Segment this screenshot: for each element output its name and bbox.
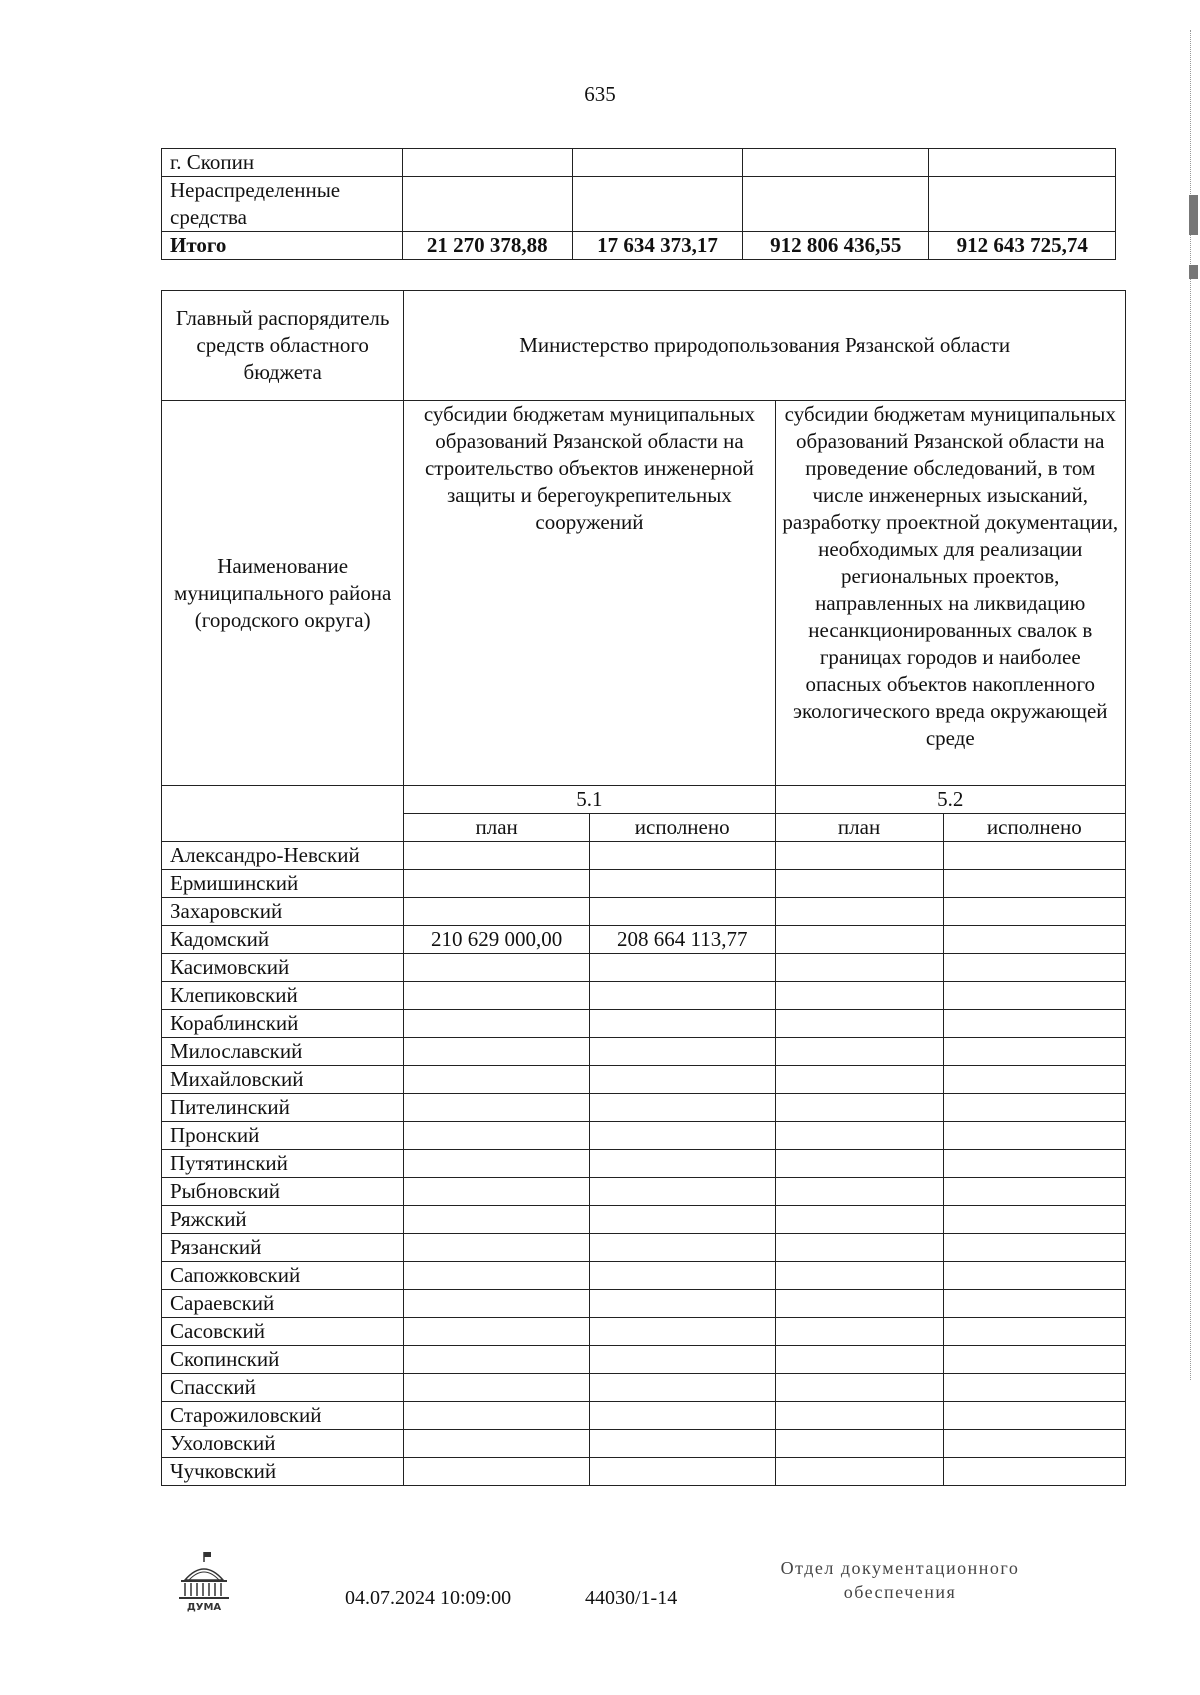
value-cell <box>775 842 943 870</box>
value-cell <box>775 1010 943 1038</box>
value-cell <box>589 1150 775 1178</box>
value-cell <box>775 870 943 898</box>
municipality-name: Кадомский <box>162 926 404 954</box>
value-cell <box>404 842 590 870</box>
municipality-name: Рыбновский <box>162 1178 404 1206</box>
value-cell <box>589 1010 775 1038</box>
value-cell <box>943 1458 1125 1486</box>
page-number: 635 <box>584 82 616 106</box>
value-cell <box>943 1010 1125 1038</box>
logo-text: ДУМА <box>186 1602 222 1612</box>
value-cell <box>404 870 590 898</box>
value-cell <box>943 1262 1125 1290</box>
value-cell <box>404 1150 590 1178</box>
municipality-name: Клепиковский <box>162 982 404 1010</box>
value-cell <box>589 954 775 982</box>
value-cell <box>943 1346 1125 1374</box>
municipality-name: Ермишинский <box>162 870 404 898</box>
value-cell <box>404 1122 590 1150</box>
header-blank-cell <box>162 786 404 842</box>
done-header-5-1: исполнено <box>589 814 775 842</box>
department-stamp <box>740 1556 1060 1604</box>
value-cell <box>775 1150 943 1178</box>
table-row <box>162 1430 1126 1458</box>
value-cell <box>589 1178 775 1206</box>
main-budget-table <box>161 290 1126 1486</box>
registration-number: 44030/1-14 <box>585 1587 678 1609</box>
value-cell <box>743 149 929 177</box>
plan-header-5-1: план <box>404 814 590 842</box>
value-cell <box>589 1318 775 1346</box>
table-row <box>162 1010 1126 1038</box>
value-cell <box>775 1206 943 1234</box>
scan-mark <box>1189 265 1198 279</box>
value-cell <box>775 926 943 954</box>
chief-distributor-label: Главный распорядитель средств областного бюджета <box>162 291 404 401</box>
value-cell <box>943 1402 1125 1430</box>
value-cell <box>404 1262 590 1290</box>
value-cell <box>775 954 943 982</box>
value-cell <box>929 177 1116 232</box>
value-cell <box>589 870 775 898</box>
table-row <box>162 1178 1126 1206</box>
value-cell <box>589 1038 775 1066</box>
table-row <box>162 1374 1126 1402</box>
municipality-name: Скопинский <box>162 1346 404 1374</box>
value-cell <box>404 954 590 982</box>
value-cell <box>589 1234 775 1262</box>
plan-header-5-2: план <box>775 814 943 842</box>
value-cell <box>943 1290 1125 1318</box>
value-cell <box>943 898 1125 926</box>
municipality-name: Пронский <box>162 1122 404 1150</box>
value-cell <box>943 1178 1125 1206</box>
value-cell <box>943 954 1125 982</box>
value-cell <box>943 1066 1125 1094</box>
municipality-name: Пителинский <box>162 1094 404 1122</box>
value-cell <box>775 1234 943 1262</box>
value-cell <box>404 898 590 926</box>
value-cell: 208 664 113,77 <box>589 926 775 954</box>
value-cell <box>404 1458 590 1486</box>
value-cell <box>404 1094 590 1122</box>
subsidy-5-1-description: субсидии бюджетам муниципальных образований Рязанской области на строительство объектов инженерной защиты и берегоукрепительных сооружений <box>404 401 775 786</box>
top-table-row <box>162 177 1116 232</box>
value-cell <box>404 1066 590 1094</box>
total-row <box>162 232 1116 260</box>
value-cell <box>775 1262 943 1290</box>
value-cell: 210 629 000,00 <box>404 926 590 954</box>
value-cell <box>775 1178 943 1206</box>
value-cell <box>589 1402 775 1430</box>
value-cell <box>943 1234 1125 1262</box>
value-cell <box>775 1318 943 1346</box>
department-stamp-line-2: обеспечения <box>843 1582 957 1602</box>
value-cell <box>743 177 929 232</box>
document-datetime: 04.07.2024 10:09:00 <box>345 1587 512 1609</box>
municipality-name: Рязанский <box>162 1234 404 1262</box>
municipality-name: Кораблинский <box>162 1010 404 1038</box>
municipality-name: Путятинский <box>162 1150 404 1178</box>
value-cell <box>943 1038 1125 1066</box>
value-cell <box>589 1346 775 1374</box>
value-cell <box>775 898 943 926</box>
value-cell <box>402 177 572 232</box>
value-cell <box>404 1318 590 1346</box>
value-cell <box>404 1374 590 1402</box>
value-cell <box>943 842 1125 870</box>
total-value: 912 806 436,55 <box>743 232 929 260</box>
value-cell <box>572 149 742 177</box>
table-row <box>162 954 1126 982</box>
value-cell <box>572 177 742 232</box>
top-table-row <box>162 149 1116 177</box>
value-cell <box>404 1290 590 1318</box>
value-cell <box>404 1010 590 1038</box>
table-row <box>162 1150 1126 1178</box>
table-row <box>162 1402 1126 1430</box>
value-cell <box>404 982 590 1010</box>
value-cell <box>589 1374 775 1402</box>
value-cell <box>404 1234 590 1262</box>
value-cell <box>775 1094 943 1122</box>
municipality-name: Старожиловский <box>162 1402 404 1430</box>
table-row <box>162 1234 1126 1262</box>
value-cell <box>589 1262 775 1290</box>
total-label: Итого <box>162 232 403 260</box>
municipality-name: Александро-Невский <box>162 842 404 870</box>
value-cell <box>589 1094 775 1122</box>
code-5-1: 5.1 <box>404 786 775 814</box>
value-cell <box>775 1458 943 1486</box>
municipality-name: Сасовский <box>162 1318 404 1346</box>
scan-mark <box>1189 195 1198 235</box>
value-cell <box>404 1430 590 1458</box>
value-cell <box>943 926 1125 954</box>
value-cell <box>943 1206 1125 1234</box>
value-cell <box>943 1094 1125 1122</box>
value-cell <box>589 1206 775 1234</box>
table-row <box>162 1262 1126 1290</box>
table-row <box>162 1206 1126 1234</box>
table-row <box>162 982 1126 1010</box>
municipality-name: Ухоловский <box>162 1430 404 1458</box>
municipality-name: Ряжский <box>162 1206 404 1234</box>
done-header-5-2: исполнено <box>943 814 1125 842</box>
value-cell <box>589 1122 775 1150</box>
table-row <box>162 1122 1126 1150</box>
table-row <box>162 1346 1126 1374</box>
value-cell <box>589 1290 775 1318</box>
table-row <box>162 1066 1126 1094</box>
value-cell <box>404 1206 590 1234</box>
total-value: 21 270 378,88 <box>402 232 572 260</box>
department-stamp-line-1: Отдел документационного <box>780 1558 1020 1578</box>
value-cell <box>775 1402 943 1430</box>
value-cell <box>943 870 1125 898</box>
municipality-name: Сапожковский <box>162 1262 404 1290</box>
ministry-name: Министерство природопользования Рязанской области <box>404 291 1126 401</box>
value-cell <box>404 1038 590 1066</box>
table-row <box>162 1038 1126 1066</box>
value-cell <box>404 1178 590 1206</box>
value-cell <box>929 149 1116 177</box>
table-row <box>162 1458 1126 1486</box>
municipality-name: Милославский <box>162 1038 404 1066</box>
municipality-name: Чучковский <box>162 1458 404 1486</box>
value-cell <box>404 1346 590 1374</box>
municipality-name: Нераспределенные средства <box>162 177 403 232</box>
table-row <box>162 1094 1126 1122</box>
municipality-name: Спасский <box>162 1374 404 1402</box>
value-cell <box>775 1346 943 1374</box>
value-cell <box>589 1430 775 1458</box>
value-cell <box>775 1038 943 1066</box>
municipality-name: Михайловский <box>162 1066 404 1094</box>
table-row <box>162 898 1126 926</box>
municipality-name: г. Скопин <box>162 149 403 177</box>
duma-building-logo-icon <box>175 1550 233 1612</box>
municipality-name: Захаровский <box>162 898 404 926</box>
total-value: 17 634 373,17 <box>572 232 742 260</box>
value-cell <box>775 1430 943 1458</box>
value-cell <box>589 842 775 870</box>
value-cell <box>589 982 775 1010</box>
municipality-name-label: Наименование муниципального района (городского округа) <box>162 401 404 786</box>
value-cell <box>943 1430 1125 1458</box>
subsidy-5-2-description: субсидии бюджетам муниципальных образований Рязанской области на проведение обследований, в том числе инженерных изысканий, разработку проектной документации, необходимых для реализации региональных проектов, направленных на ликвидацию несанкционированных свалок в границах городов и наиболее опасных объектов накопленного экологического вреда окружающей среде <box>775 401 1126 786</box>
value-cell <box>943 1150 1125 1178</box>
municipality-name: Касимовский <box>162 954 404 982</box>
value-cell <box>775 982 943 1010</box>
value-cell <box>775 1122 943 1150</box>
table-row <box>162 1290 1126 1318</box>
table-row <box>162 842 1126 870</box>
value-cell <box>775 1290 943 1318</box>
value-cell <box>589 1458 775 1486</box>
value-cell <box>943 1122 1125 1150</box>
top-continuation-table <box>161 148 1116 260</box>
municipality-name: Сараевский <box>162 1290 404 1318</box>
value-cell <box>943 1374 1125 1402</box>
value-cell <box>943 982 1125 1010</box>
table-row <box>162 870 1126 898</box>
value-cell <box>404 1402 590 1430</box>
value-cell <box>943 1318 1125 1346</box>
table-row <box>162 926 1126 954</box>
value-cell <box>402 149 572 177</box>
total-value: 912 643 725,74 <box>929 232 1116 260</box>
code-5-2: 5.2 <box>775 786 1126 814</box>
value-cell <box>775 1066 943 1094</box>
value-cell <box>589 1066 775 1094</box>
table-row <box>162 1318 1126 1346</box>
value-cell <box>589 898 775 926</box>
value-cell <box>775 1374 943 1402</box>
